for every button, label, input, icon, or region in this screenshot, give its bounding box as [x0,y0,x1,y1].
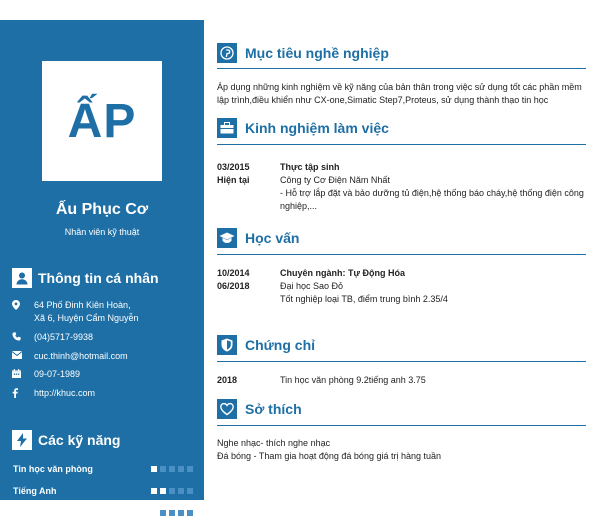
hobby-line: Nghe nhạc- thích nghe nhạc [217,438,331,448]
avatar-initials: ẤP [67,94,137,148]
education-date-from: 10/2014 [217,268,250,278]
user-icon [12,268,32,288]
skill-dot [160,466,166,472]
personal-info-heading: Thông tin cá nhân [12,268,159,288]
skill-dot [151,510,157,516]
divider [217,144,586,145]
experience-company: Công ty Cơ Điện Năm Nhất [280,175,390,185]
website-row[interactable] [12,387,95,400]
profile-name: Ấu Phục Cơ [55,201,149,218]
divider [217,361,586,362]
skill-dot [151,488,157,494]
hobbies-text [217,437,592,463]
certificate-text: Tin học văn phòng 9.2tiếng anh 3.75 [280,375,426,385]
phone-row [12,331,93,344]
skill-dot [187,466,193,472]
skill-label: Tiếng Anh [13,486,57,496]
sidebar [0,0,204,518]
skill-level [151,510,193,516]
objective-heading: Mục tiêu nghề nghiệp [217,43,389,63]
skill-dot [178,488,184,494]
certificates-heading: Chứng chỉ [217,335,315,355]
experience-date-from: 03/2015 [217,162,250,172]
education-date-to: 06/2018 [217,281,250,291]
skill-label: Tin học văn phòng [13,464,93,474]
experience-date-to: Hiện tại [217,175,250,185]
heart-icon [217,399,237,419]
phone-text: (04)5717-9938 [34,332,94,342]
skill-row [13,486,193,496]
address-row [12,299,139,325]
experience-entry [217,161,585,213]
skill-dot [169,466,175,472]
skill-dot [187,488,193,494]
birthday-row [12,368,80,381]
briefcase-icon [217,118,237,138]
profile-role: Nhân viên kỹ thuật [64,227,140,237]
address-line1: 64 Phố Đinh Kiên Hoàn, [34,300,131,310]
shield-icon [217,335,237,355]
avatar [42,61,162,181]
map-pin-icon [12,299,34,325]
education-major: Chuyên ngành: Tự Động Hóa [280,268,406,278]
skill-dot [178,510,184,516]
divider [217,68,586,69]
skill-dot [151,466,157,472]
website-text[interactable]: http://khuc.com [34,388,96,398]
skill-row [13,464,193,474]
divider [217,425,586,426]
objective-text: Áp dụng những kinh nghiệm về kỹ năng của bản thân trong việc sử dụng tốt các phần mềm lập trình,điều khiển như CX-one,Simatic Step7,Proteus, sử dụng thành thạo tin học [217,82,582,105]
divider [217,254,586,255]
skills-heading: Các kỹ năng [12,430,120,450]
calendar-icon [12,368,34,381]
skill-dot [178,466,184,472]
graduation-cap-icon [217,228,237,248]
pinterest-icon [217,43,237,63]
certificate-year: 2018 [217,375,238,385]
hobby-line: Đá bóng - Tham gia hoạt động đá bóng giá trị hàng tuần [217,451,441,461]
email-text[interactable]: cuc.thinh@hotmail.com [34,351,128,361]
education-entry [217,267,585,306]
address-line2: Xã 6, Huyện Cẩm Nguyễn [34,313,139,323]
education-school: Đại học Sao Đỏ [280,281,344,291]
education-result: Tốt nghiệp loại TB, điểm trung bình 2.35/4 [280,294,448,304]
experience-desc: - Hỗ trợ lắp đặt và bảo dưỡng tủ điện,hệ thống báo cháy,hệ thống điện công nghiệp,... [280,188,584,211]
skill-dot [160,488,166,494]
phone-icon [12,331,34,344]
skill-level [151,466,193,472]
experience-position: Thực tập sinh [280,162,340,172]
hobbies-heading: Sở thích [217,399,302,419]
skill-label: Phần mềm lập trình [13,508,97,518]
experience-heading: Kinh nghiệm làm việc [217,118,389,138]
education-heading: Học vấn [217,228,299,248]
skill-level [151,488,193,494]
skill-dot [187,510,193,516]
email-row[interactable] [12,350,128,363]
certificate-entry [217,374,585,387]
birthday-text: 09-07-1989 [34,369,81,379]
facebook-icon [12,387,34,400]
skill-row [13,508,193,518]
lightning-icon [12,430,32,450]
email-icon [12,350,34,363]
skill-dot [160,510,166,516]
skill-dot [169,510,175,516]
skill-dot [169,488,175,494]
